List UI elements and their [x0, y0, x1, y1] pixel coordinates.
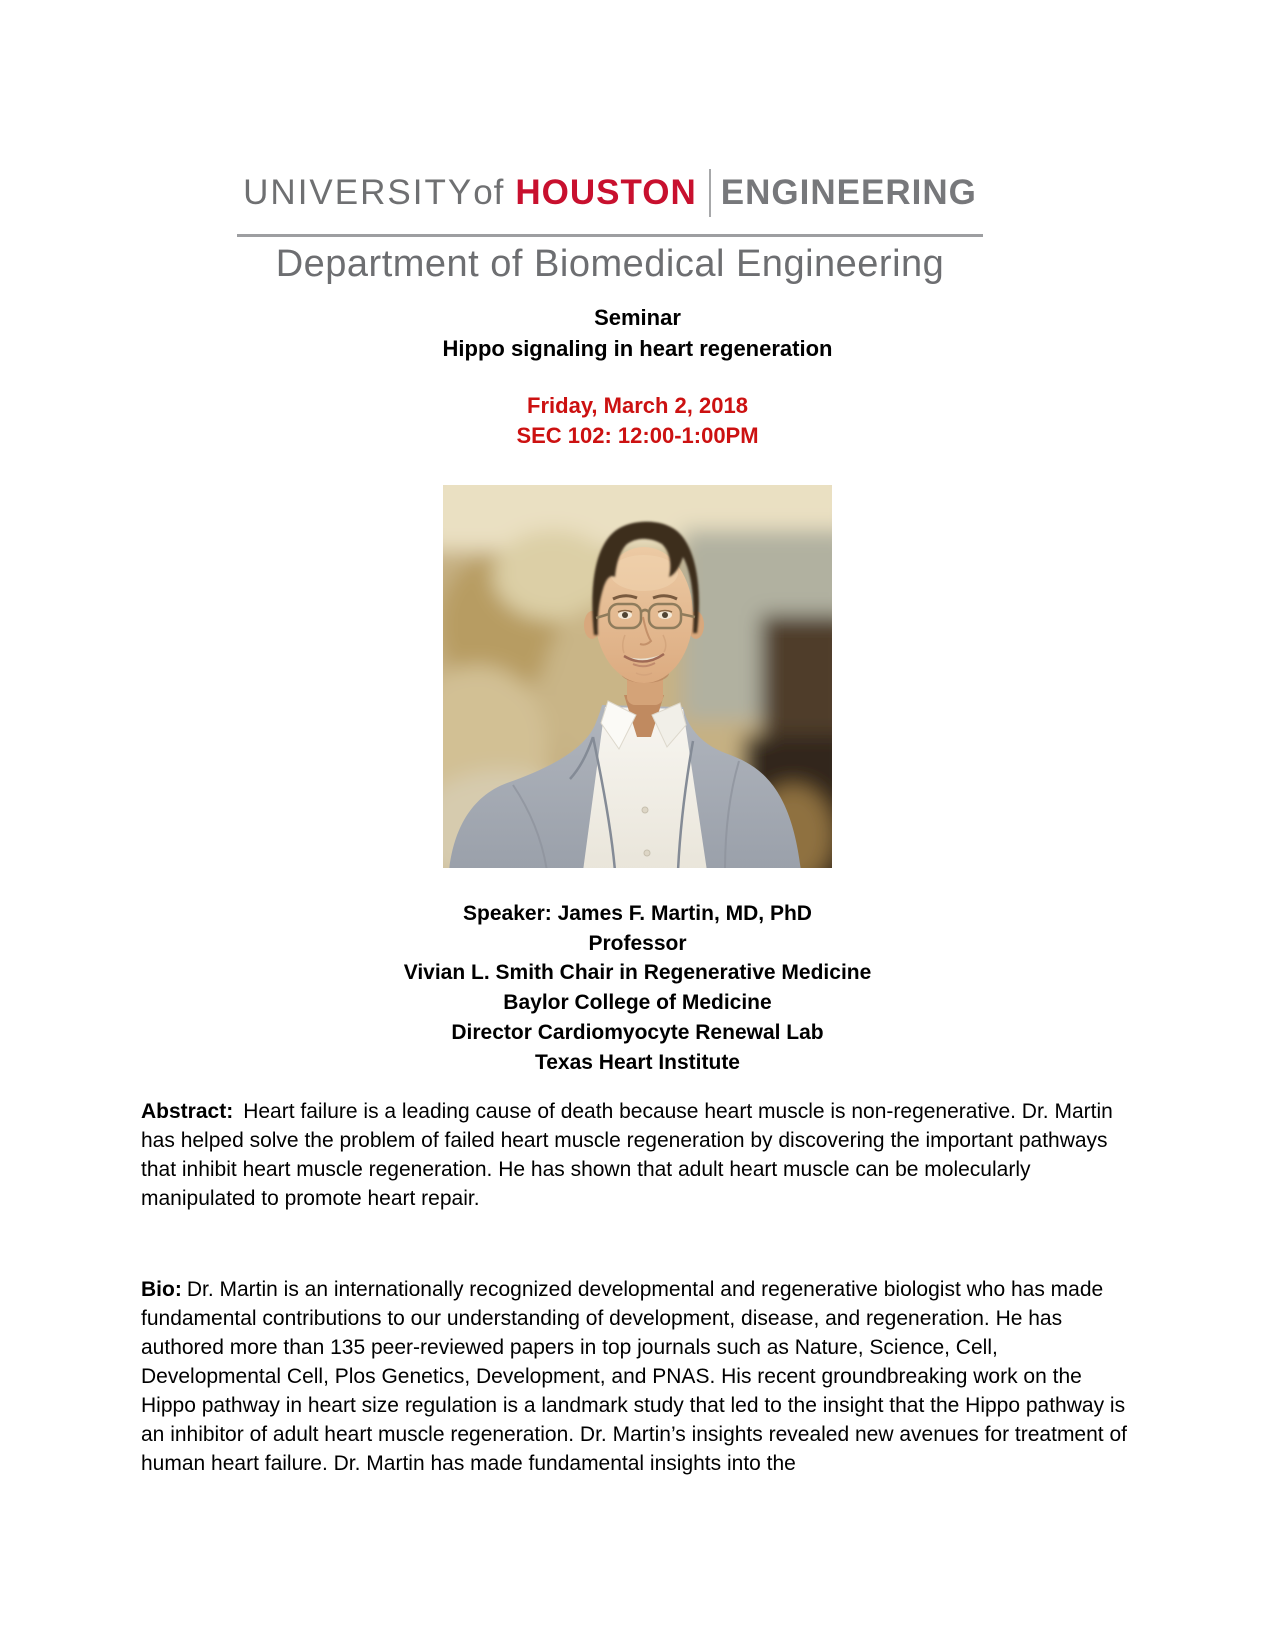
logo-of-text: of — [473, 173, 505, 212]
portrait-illustration — [443, 485, 832, 868]
uh-engineering-logo — [237, 167, 983, 286]
logo-department-text: Department of Biomedical Engineering — [275, 243, 945, 285]
seminar-location-time: SEC 102: 12:00-1:00PM — [516, 423, 759, 448]
seminar-schedule — [140, 391, 1135, 451]
logo-divider — [709, 169, 711, 217]
bio-text: Dr. Martin is an internationally recognized developmental and regenerative biologist who has made fundamental contributions to our understanding of development, disease, and regeneration. He has authored more than 135 peer-reviewed papers in top journals such as Nature, Science, Cell, Developmental Cell, Plos Genetics, Development, and PNAS. His recent groundbreaking work on the Hippo pathway in heart size regulation is a landmark study that led to the insight that the Hippo pathway is an inhibitor of adult heart muscle regeneration. Dr. Martin’s insights revealed new avenues for treatment of human heart failure. Dr. Martin has made fundamental insights into the — [141, 1278, 1127, 1475]
bio-label: Bio: — [141, 1278, 182, 1301]
logo-wordmark — [237, 167, 983, 219]
speaker-college: Baylor College of Medicine — [503, 991, 772, 1015]
seminar-title: Hippo signaling in heart regeneration — [442, 336, 833, 361]
speaker-name: Speaker: James F. Martin, MD, PhD — [463, 902, 812, 925]
speaker-block — [140, 899, 1135, 1077]
seminar-label: Seminar — [594, 305, 681, 330]
abstract-paragraph — [141, 1097, 1136, 1213]
logo-rule — [237, 234, 983, 237]
speaker-institute: Texas Heart Institute — [534, 1050, 740, 1074]
abstract-text: Heart failure is a leading cause of death because heart muscle is non-regenerative. Dr. Martin has helped solve the problem of failed heart muscle regeneration by discovering the important pathways that inhibit heart muscle regeneration. He has shown that adult heart muscle can be molecularly manipulated to promote heart repair. — [141, 1100, 1113, 1210]
logo-houston-text: HOUSTON — [515, 173, 697, 212]
speaker-title-professor: Professor — [588, 931, 687, 955]
seminar-heading — [140, 302, 1135, 364]
speaker-chair: Vivian L. Smith Chair in Regenerative Medicine — [403, 961, 872, 985]
logo-university-text: UNIVERSITY — [243, 173, 474, 212]
speaker-photo — [443, 485, 832, 868]
logo-engineering-text: ENGINEERING — [720, 173, 977, 212]
bio-paragraph — [141, 1275, 1136, 1478]
abstract-label: Abstract: — [141, 1100, 234, 1123]
speaker-director: Director Cardiomyocyte Renewal Lab — [451, 1020, 824, 1044]
seminar-date: Friday, March 2, 2018 — [527, 393, 748, 418]
